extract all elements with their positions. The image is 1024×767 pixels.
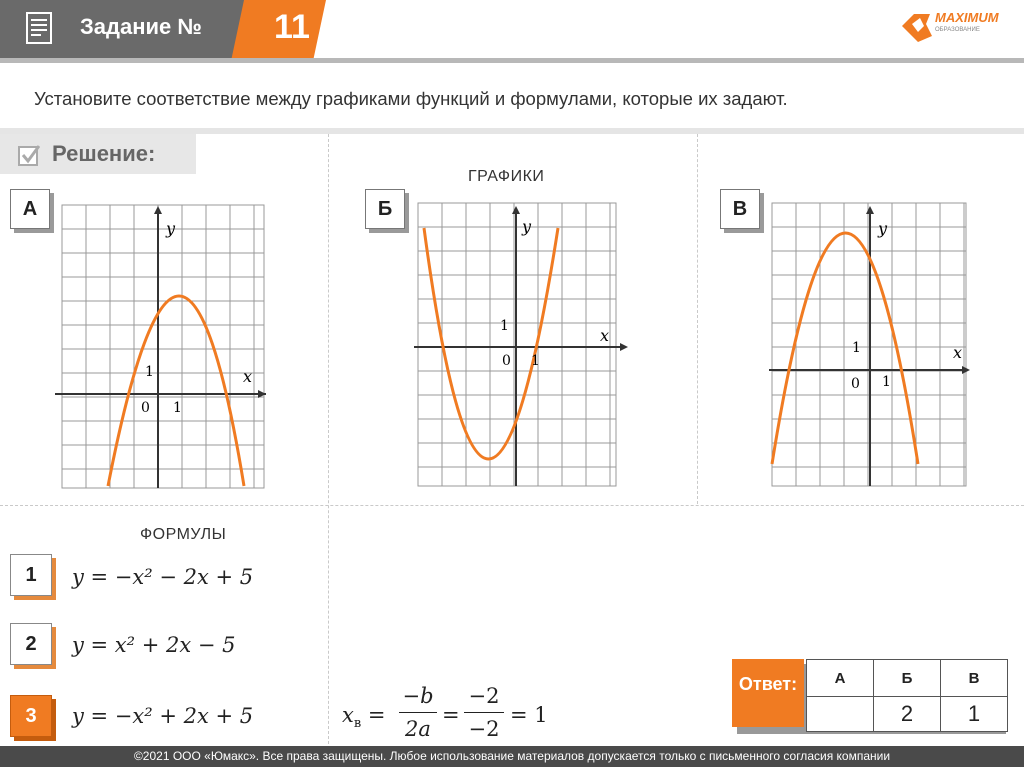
grid [62,205,264,488]
unit-x-label: 1 [882,374,891,390]
graph-a [52,200,274,490]
unit-y-label: 1 [145,364,154,380]
origin-label: 0 [141,400,150,416]
formula-number-3: 3 [10,695,52,737]
answer-header-row [807,660,1008,697]
answer-header-a: А [807,660,874,697]
graph-label-a: А [10,189,50,229]
x-axis-arrow [620,343,628,351]
vertex-numerator-1: −b [402,684,434,708]
answer-label: Ответ: [732,659,804,727]
slide-title: Задание № [80,14,202,39]
vertex-denominator-2: −2 [468,717,500,741]
origin-label: 0 [851,376,860,392]
answer-table [806,659,1008,732]
y-axis-label: y [522,217,532,236]
answer-header-v: В [941,660,1008,697]
vertex-numerator-2: −2 [468,684,500,708]
answer-header-b: Б [874,660,941,697]
logo-subtitle: ОБРАЗОВАНИЕ [935,27,980,33]
formula-1: y = −x² − 2x + 5 [72,565,254,589]
answer-value-a[interactable] [807,697,874,732]
checkbox-icon [18,144,40,166]
graphs-heading: ГРАФИКИ [468,168,545,185]
answer-value-row [807,697,1008,732]
x-axis-label: x [243,367,253,386]
y-axis-arrow [512,206,520,214]
y-axis-label: y [878,219,888,238]
parabola-curve [772,233,918,464]
task-number: 11 [274,8,310,46]
formula-number-2: 2 [10,623,52,665]
equals-sign: = [442,703,460,727]
solution-label: Решение: [52,141,156,166]
divider [697,134,698,504]
y-axis-arrow [866,206,874,214]
fraction-bar [399,712,437,713]
fraction-bar [464,712,504,713]
x-axis-label: x [953,343,963,362]
graph-v [766,200,970,490]
graph-label-b: Б [365,189,405,229]
unit-y-label: 1 [852,340,861,356]
footer-text: ©2021 ООО «Юмакс». Все права защищены. Любое использование материалов допускается только с письменного согласия компании [133,749,891,763]
unit-y-label: 1 [500,318,509,334]
formula-2: y = x² + 2x − 5 [72,633,236,657]
y-axis-arrow [154,206,162,214]
header-divider [0,58,1024,63]
document-icon [26,12,52,44]
y-axis-label: y [166,219,176,238]
vertex-lhs: $x_в$ = [342,703,386,732]
origin-label: 0 [502,353,511,369]
answer-value-b[interactable]: 2 [874,697,941,732]
divider [0,505,1024,506]
unit-x-label: 1 [531,353,540,369]
logo-text: MAXIMUM [935,10,999,25]
divider [328,134,329,744]
unit-x-label: 1 [173,400,182,416]
vertex-result: = 1 [510,703,548,727]
formulas-heading: ФОРМУЛЫ [140,526,227,543]
graph-label-v: В [720,189,760,229]
formula-number-1: 1 [10,554,52,596]
formula-3: y = −x² + 2x + 5 [72,704,254,728]
graph-b [410,200,632,490]
x-axis-label: x [600,326,610,345]
answer-value-v[interactable]: 1 [941,697,1008,732]
task-statement: Установите соответствие между графиками функций и формулами, которые их задают. [34,88,788,109]
vertex-denominator-1: 2a [405,717,431,741]
